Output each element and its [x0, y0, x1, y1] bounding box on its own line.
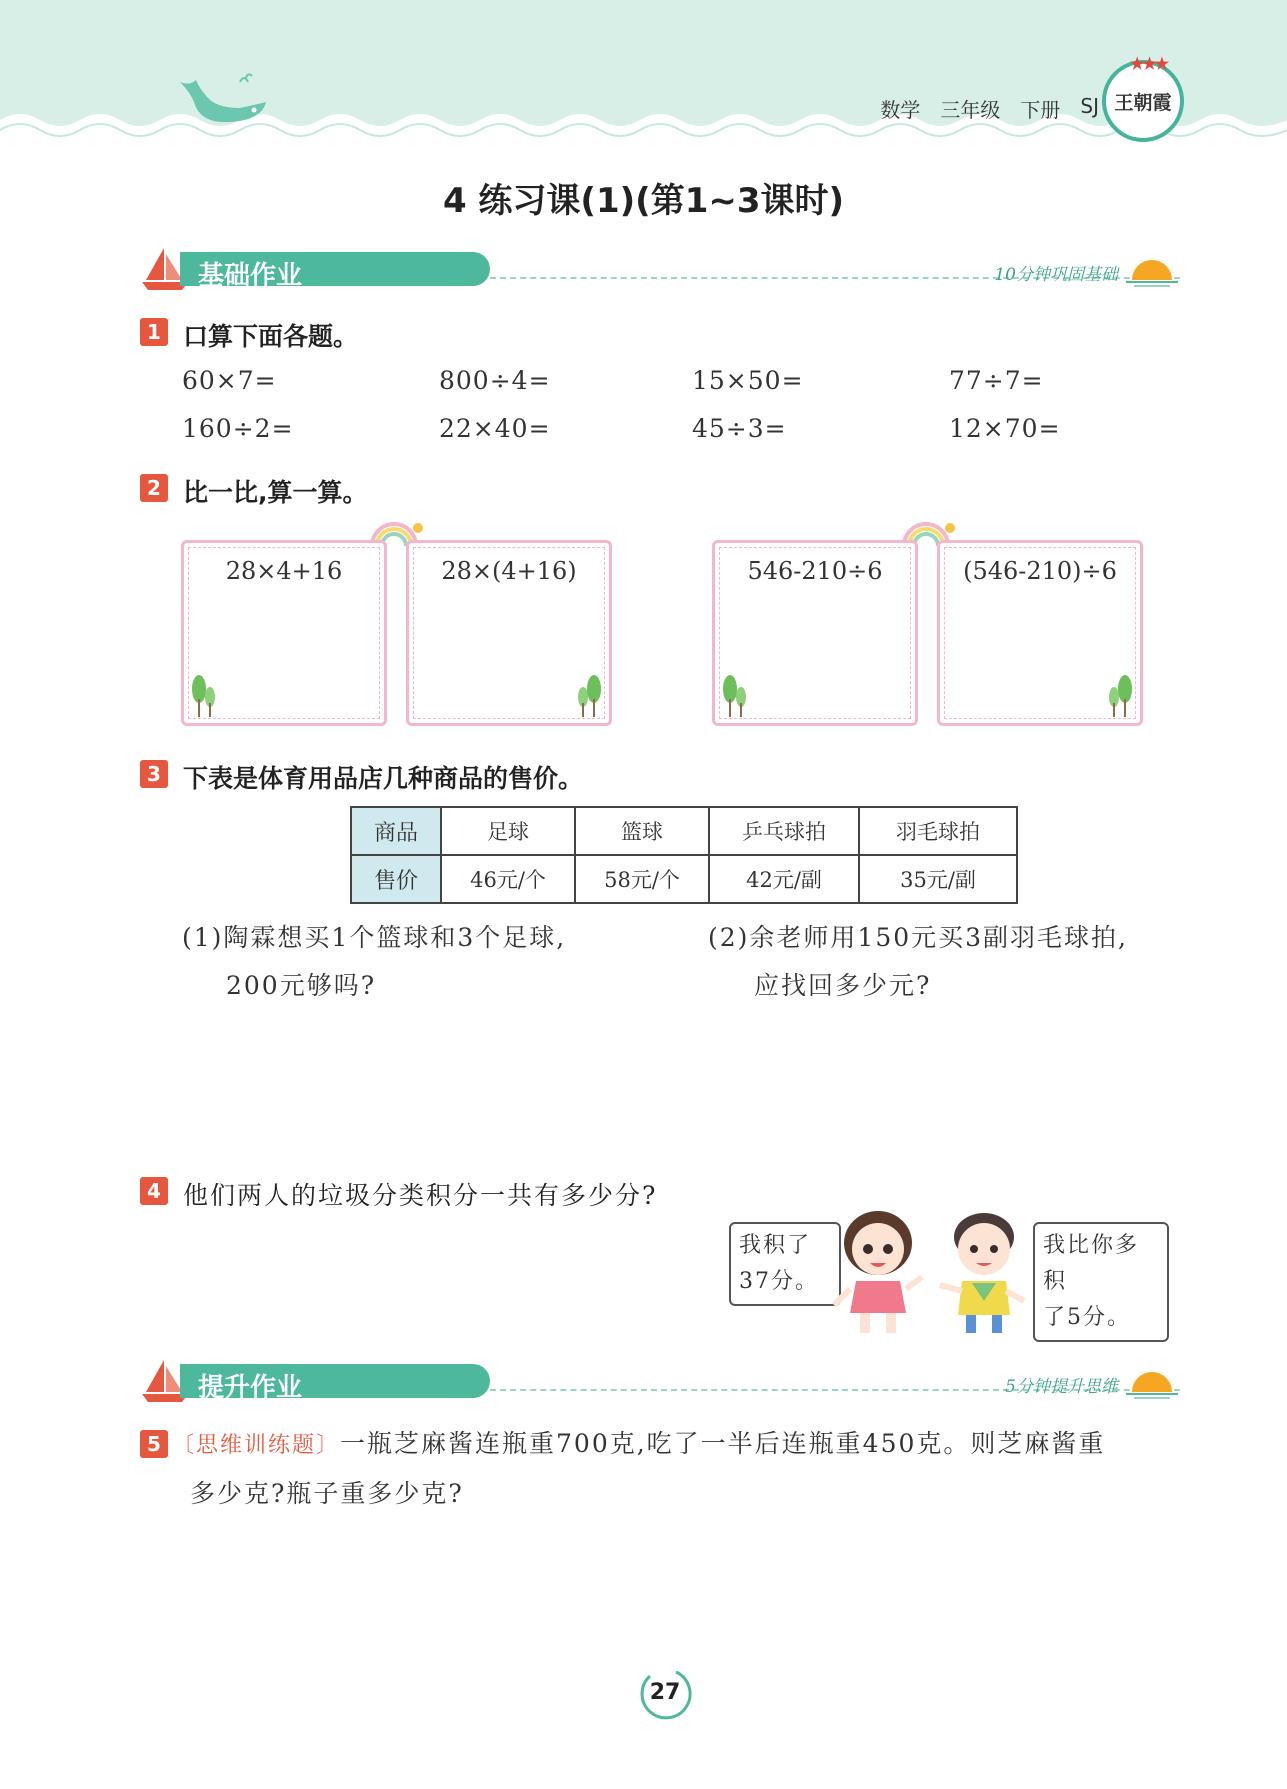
boy-illustration	[932, 1205, 1032, 1335]
table-cell: 乒乓球拍	[709, 807, 859, 855]
whale-icon	[170, 72, 280, 132]
table-row	[351, 807, 1017, 855]
tree-icon	[1108, 673, 1134, 717]
calc-item: 12×70=	[949, 414, 1061, 443]
edition-label: SJ	[1080, 94, 1099, 118]
table-row	[351, 855, 1017, 903]
question-number: 5	[140, 1430, 168, 1458]
calc-item: 160÷2=	[182, 414, 294, 443]
table-cell: 42元/副	[709, 855, 859, 903]
calc-item: 22×40=	[439, 414, 551, 443]
expression: 28×(4+16)	[441, 557, 577, 585]
bubble-line: 我积了	[739, 1233, 812, 1258]
volume-label: 下册	[1020, 98, 1061, 122]
sub-question	[708, 914, 1128, 1010]
section-note: 5分钟提升思维	[1005, 1377, 1118, 1397]
compare-box	[181, 540, 387, 726]
brand-logo	[1102, 54, 1184, 142]
question-tag: 〔思维训练题〕	[172, 1433, 341, 1458]
star-icon: ★★★	[1130, 54, 1168, 73]
expression: 546-210÷6	[747, 557, 883, 585]
question-prompt: 他们两人的垃圾分类积分一共有多少分?	[183, 1181, 658, 1210]
book-info	[880, 94, 1099, 123]
question-number: 1	[140, 318, 168, 346]
sub-question-line: (1)陶霖想买1个篮球和3个足球,	[182, 923, 567, 952]
table-cell: 58元/个	[575, 855, 709, 903]
question-prompt: 比一比,算一算。	[183, 478, 368, 507]
question-number: 4	[140, 1177, 168, 1205]
sunset-icon	[1124, 254, 1180, 288]
speech-bubble	[729, 1222, 841, 1306]
calc-item: 800÷4=	[439, 366, 551, 395]
tree-icon	[577, 673, 603, 717]
price-table	[350, 806, 1018, 904]
question-text	[172, 1420, 1182, 1518]
sub-question-line: 应找回多少元?	[754, 971, 932, 1000]
section-advanced	[140, 1356, 1180, 1406]
speech-bubble	[1033, 1222, 1169, 1342]
calc-item: 15×50=	[692, 366, 804, 395]
bubble-line: 37分。	[739, 1269, 819, 1294]
calc-item: 45÷3=	[692, 414, 787, 443]
question-line	[172, 1420, 1182, 1470]
compare-box	[937, 540, 1143, 726]
question-prompt: 口算下面各题。	[183, 322, 359, 351]
table-header-cell: 商品	[351, 807, 441, 855]
sub-question	[182, 914, 566, 1010]
table-cell: 46元/个	[441, 855, 575, 903]
section-label: 基础作业	[198, 261, 303, 291]
grade-label: 三年级	[940, 98, 1001, 122]
sunset-icon	[1124, 1366, 1180, 1400]
bubble-line: 我比你多积	[1043, 1233, 1140, 1294]
sub-question-line: 200元够吗?	[226, 971, 377, 1000]
expression: (546-210)÷6	[963, 557, 1117, 585]
section-basic	[140, 244, 1180, 294]
bubble-line: 了5分。	[1043, 1305, 1131, 1330]
calc-item: 77÷7=	[949, 366, 1044, 395]
section-note: 10分钟巩固基础	[994, 265, 1118, 285]
page-number: 27	[649, 1680, 681, 1705]
question-line-text: 一瓶芝麻酱连瓶重700克,吃了一半后连瓶重450克。则芝麻酱重	[340, 1429, 1106, 1458]
section-label: 提升作业	[198, 1373, 303, 1403]
table-header-cell: 售价	[351, 855, 441, 903]
table-cell: 篮球	[575, 807, 709, 855]
tree-icon	[721, 673, 747, 717]
subject-label: 数学	[880, 98, 921, 122]
page-title: 4 练习课(1)(第1~3课时)	[442, 181, 845, 221]
table-cell: 35元/副	[859, 855, 1017, 903]
question-line: 多少克?瓶子重多少克?	[190, 1479, 464, 1508]
tree-icon	[190, 673, 216, 717]
question-number: 3	[140, 760, 168, 788]
compare-box	[406, 540, 612, 726]
calc-item: 60×7=	[182, 366, 277, 395]
question-prompt: 下表是体育用品店几种商品的售价。	[183, 764, 584, 793]
table-cell: 羽毛球拍	[859, 807, 1017, 855]
sub-question-line: (2)余老师用150元买3副羽毛球拍,	[708, 923, 1128, 952]
question-number: 2	[140, 474, 168, 502]
girl-illustration	[832, 1205, 924, 1335]
table-cell: 足球	[441, 807, 575, 855]
compare-box	[712, 540, 918, 726]
expression: 28×4+16	[225, 557, 343, 585]
brand-name: 王朝霞	[1114, 91, 1172, 114]
